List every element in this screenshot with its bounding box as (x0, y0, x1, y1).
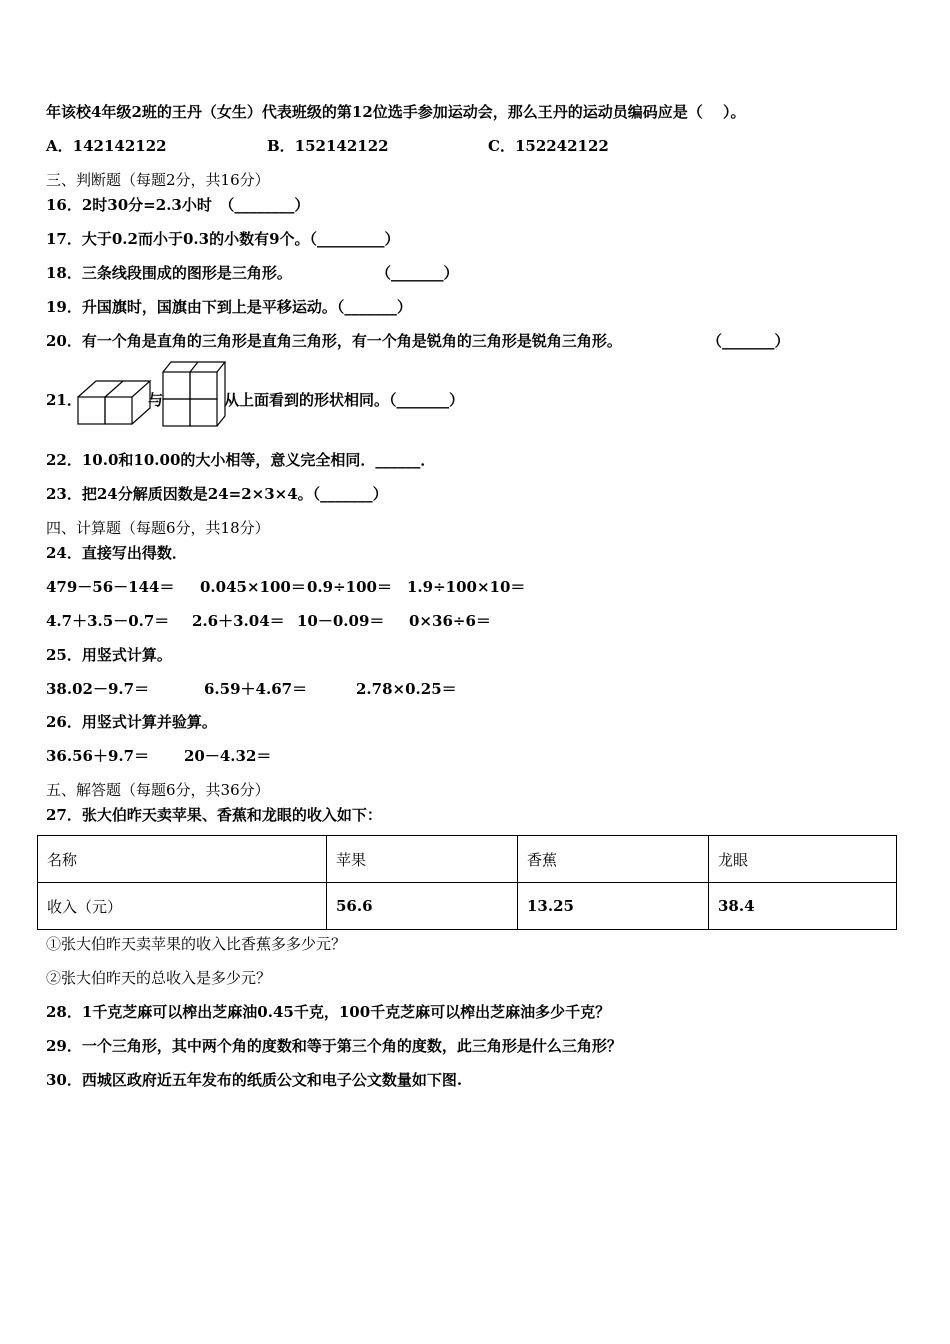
calc-item: 36.56＋9.7＝ (46, 747, 150, 765)
calc-item: 4.7＋3.5－0.7＝ (46, 612, 170, 630)
question-21-text: 从上面看到的形状相同。（_______） (224, 391, 465, 409)
question-20-blank: （_______） (707, 332, 790, 350)
question-18: 18．三条线段围成的图形是三角形。 (46, 264, 292, 282)
question-28: 28．1千克芝麻可以榨出芝麻油0.45千克，100千克芝麻可以榨出芝麻油多少千克？ (46, 1003, 611, 1021)
calc-item: 20－4.32＝ (184, 747, 272, 765)
section-5-heading: 五、解答题（每题6分，共36分） (46, 781, 270, 799)
table-header-cell: 苹果 (327, 836, 518, 883)
option-b: B．152142122 (267, 137, 389, 155)
question-29: 29．一个三角形，其中两个角的度数和等于第三个角的度数，此三角形是什么三角形？ (46, 1037, 622, 1055)
calc-item: 0×36÷6＝ (409, 612, 491, 630)
question-23: 23．把24分解质因数是24=2×3×4。（_______） (46, 485, 388, 503)
calc-item: 6.59＋4.67＝ (204, 680, 308, 698)
table-cell: 收入（元） (38, 883, 327, 930)
question-30: 30．西城区政府近五年发布的纸质公文和电子公文数量如下图. (46, 1071, 463, 1089)
calc-item: 0.9÷100＝ (307, 578, 392, 596)
calc-item: 1.9÷100×10＝ (407, 578, 526, 596)
question-24: 24．直接写出得数． (46, 544, 187, 562)
calc-item: 38.02－9.7＝ (46, 680, 150, 698)
question-27-part-1: ①张大伯昨天卖苹果的收入比香蕉多多少元？ (46, 935, 347, 953)
question-19: 19．升国旗时，国旗由下到上是平移运动。（_______） (46, 298, 412, 316)
table-row (38, 883, 897, 930)
question-17: 17．大于0.2而小于0.3的小数有9个。（_________） (46, 230, 400, 248)
income-table (37, 835, 897, 930)
table-cell: 56.6 (327, 883, 518, 930)
question-20: 20．有一个角是直角的三角形是直角三角形，有一个角是锐角的三角形是锐角三角形。 (46, 332, 622, 350)
question-intro: 年该校4年级2班的王丹（女生）代表班级的第12位选手参加运动会，那么王丹的运动员编码应是（ ）。 (46, 103, 746, 121)
table-cell: 13.25 (518, 883, 709, 930)
question-21-with: 与 (148, 391, 164, 409)
question-27: 27．张大伯昨天卖苹果、香蕉和龙眼的收入如下： (46, 806, 382, 824)
option-c: C．152242122 (488, 137, 609, 155)
section-3-heading: 三、判断题（每题2分，共16分） (46, 171, 270, 189)
table-header-row (38, 836, 897, 883)
question-22: 22．10.0和10.00的大小相等，意义完全相同．______． (46, 451, 436, 469)
table-cell: 38.4 (709, 883, 897, 930)
calc-item: 10－0.09＝ (297, 612, 385, 630)
question-16: 16．2时30分=2.3小时 （________） (46, 196, 310, 214)
question-21-number: 21． (46, 391, 82, 409)
option-a: A．142142122 (46, 137, 167, 155)
question-25: 25．用竖式计算。 (46, 646, 172, 664)
calc-item: 2.78×0.25＝ (356, 680, 457, 698)
table-header-cell: 名称 (38, 836, 327, 883)
table-header-cell: 香蕉 (518, 836, 709, 883)
section-4-heading: 四、计算题（每题6分，共18分） (46, 519, 270, 537)
calc-item: 2.6＋3.04＝ (192, 612, 285, 630)
question-27-part-2: ②张大伯昨天的总收入是多少元？ (46, 969, 272, 987)
table-header-cell: 龙眼 (709, 836, 897, 883)
question-18-blank: （_______） (376, 264, 459, 282)
question-26: 26．用竖式计算并验算。 (46, 713, 217, 731)
calc-item: 479－56－144＝ (46, 578, 175, 596)
cube-figure-stacked-icon (161, 360, 227, 428)
calc-item: 0.045×100＝ (200, 578, 306, 596)
